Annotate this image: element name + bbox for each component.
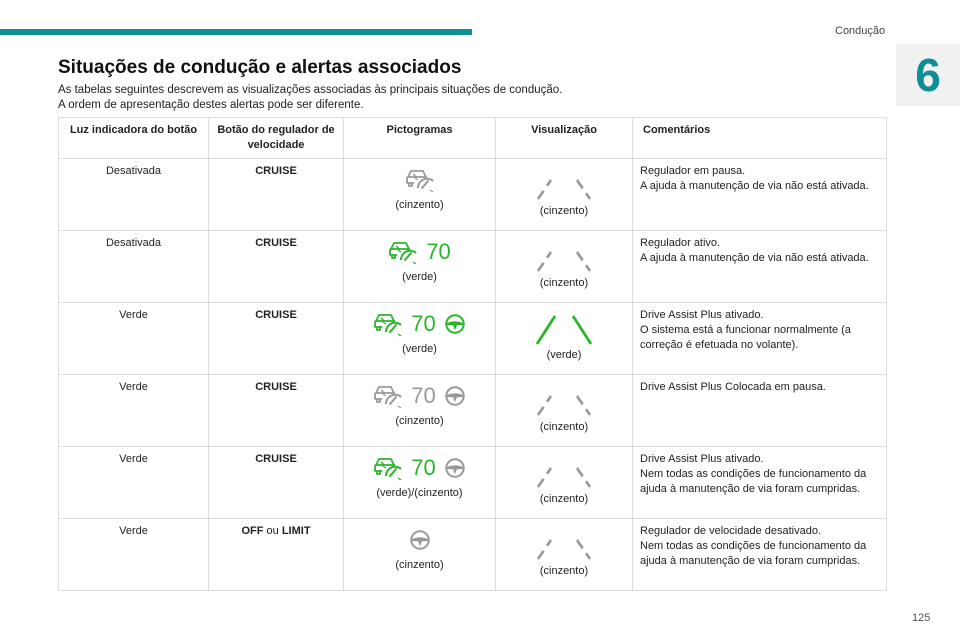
table-row xyxy=(59,375,887,447)
table-row xyxy=(59,231,887,303)
table-header-row xyxy=(59,118,887,159)
button-cell: CRUISE xyxy=(209,447,344,519)
pictogram-caption: (cinzento) xyxy=(395,559,444,571)
steering-wheel-icon xyxy=(444,457,466,479)
chapter-number-tab: 6 xyxy=(896,44,960,106)
pictogram-caption: (cinzento) xyxy=(395,199,444,211)
display-cell xyxy=(496,519,633,591)
lane-lines-icon xyxy=(529,167,599,201)
set-speed-value: 70 xyxy=(411,311,436,336)
button-label-off: OFF xyxy=(241,525,264,537)
comment-line: Regulador em pausa. xyxy=(640,165,746,177)
display-cell xyxy=(496,303,633,375)
lane-lines-icon xyxy=(529,455,599,489)
light-cell: Verde xyxy=(59,375,209,447)
display-cell xyxy=(496,375,633,447)
column-header-pictograms: Pictogramas xyxy=(344,118,496,159)
table-row xyxy=(59,303,887,375)
comment-line: A ajuda à manutenção de via não está ativada. xyxy=(640,180,869,192)
cruise-control-icon xyxy=(373,456,403,480)
intro-line: A ordem de apresentação destes alertas pode ser diferente. xyxy=(58,99,364,111)
cruise-control-icon xyxy=(373,384,403,408)
column-header-comments: Comentários xyxy=(633,118,887,159)
comment-cell xyxy=(633,447,887,519)
button-label-or: ou xyxy=(266,525,279,537)
display-caption: (cinzento) xyxy=(539,565,589,577)
intro-text xyxy=(58,83,562,113)
alerts-table xyxy=(58,117,887,591)
display-cell xyxy=(496,231,633,303)
pictogram-cell xyxy=(344,159,496,231)
page-title: Situações de condução e alertas associados xyxy=(58,57,462,78)
header-accent-bar xyxy=(0,29,472,35)
lane-lines-icon xyxy=(529,311,599,345)
comment-line: Regulador ativo. xyxy=(640,237,721,249)
lane-lines-icon xyxy=(529,239,599,273)
cruise-control-icon xyxy=(388,240,418,264)
comment-cell xyxy=(633,375,887,447)
table-row xyxy=(59,159,887,231)
chapter-label: Condução xyxy=(835,25,886,37)
pictogram-cell xyxy=(344,375,496,447)
button-cell: CRUISE xyxy=(209,231,344,303)
pictogram-cell xyxy=(344,447,496,519)
comment-line: Drive Assist Plus Colocada em pausa. xyxy=(640,381,826,393)
cruise-control-icon xyxy=(373,312,403,336)
pictogram-cell xyxy=(344,231,496,303)
comment-cell xyxy=(633,231,887,303)
light-cell: Verde xyxy=(59,303,209,375)
button-cell: CRUISE xyxy=(209,303,344,375)
pictogram-caption: (verde) xyxy=(402,271,437,283)
button-cell: CRUISE xyxy=(209,159,344,231)
set-speed-value: 70 xyxy=(426,239,451,264)
light-cell: Verde xyxy=(59,519,209,591)
table-row xyxy=(59,447,887,519)
light-cell: Desativada xyxy=(59,159,209,231)
pictogram-caption: (verde)/(cinzento) xyxy=(376,487,463,499)
lane-lines-icon xyxy=(529,383,599,417)
set-speed-value: 70 xyxy=(411,455,436,480)
comment-line: O sistema está a funcionar normalmente (a correção é efetuada no volante). xyxy=(640,324,851,351)
cruise-control-icon xyxy=(405,168,435,192)
comment-cell xyxy=(633,159,887,231)
intro-line: As tabelas seguintes descrevem as visualizações associadas às principais situações de condução. xyxy=(58,84,563,96)
pictogram-cell xyxy=(344,303,496,375)
display-cell xyxy=(496,447,633,519)
light-cell: Verde xyxy=(59,447,209,519)
steering-wheel-icon xyxy=(444,313,466,335)
comment-line: A ajuda à manutenção de via não está ativada. xyxy=(640,252,869,264)
comment-cell xyxy=(633,519,887,591)
column-header-light: Luz indicadora do botão xyxy=(59,118,209,159)
page-number: 125 xyxy=(912,612,931,624)
display-caption: (cinzento) xyxy=(539,493,589,505)
set-speed-value: 70 xyxy=(411,383,436,408)
table-row xyxy=(59,519,887,591)
steering-wheel-icon xyxy=(409,529,431,551)
comment-line: Drive Assist Plus ativado. xyxy=(640,309,764,321)
comment-line: Drive Assist Plus ativado. xyxy=(640,453,764,465)
column-header-display: Visualização xyxy=(496,118,633,159)
comment-cell xyxy=(633,303,887,375)
display-caption: (cinzento) xyxy=(539,205,589,217)
pictogram-caption: (cinzento) xyxy=(395,415,444,427)
display-caption: (cinzento) xyxy=(539,277,589,289)
display-cell xyxy=(496,159,633,231)
button-cell xyxy=(209,519,344,591)
steering-wheel-icon xyxy=(444,385,466,407)
display-caption: (verde) xyxy=(546,349,582,361)
button-cell: CRUISE xyxy=(209,375,344,447)
display-caption: (cinzento) xyxy=(539,421,589,433)
column-header-button: Botão do regulador de velocidade xyxy=(209,118,344,159)
pictogram-caption: (verde) xyxy=(402,343,437,355)
comment-line: Nem todas as condições de funcionamento da ajuda à manutenção de via foram cumpridas. xyxy=(640,468,867,495)
comment-line: Regulador de velocidade desativado. xyxy=(640,525,822,537)
button-label-limit: LIMIT xyxy=(281,525,311,537)
comment-line: Nem todas as condições de funcionamento da ajuda à manutenção de via foram cumpridas. xyxy=(640,540,867,567)
light-cell: Desativada xyxy=(59,231,209,303)
pictogram-cell xyxy=(344,519,496,591)
lane-lines-icon xyxy=(529,527,599,561)
